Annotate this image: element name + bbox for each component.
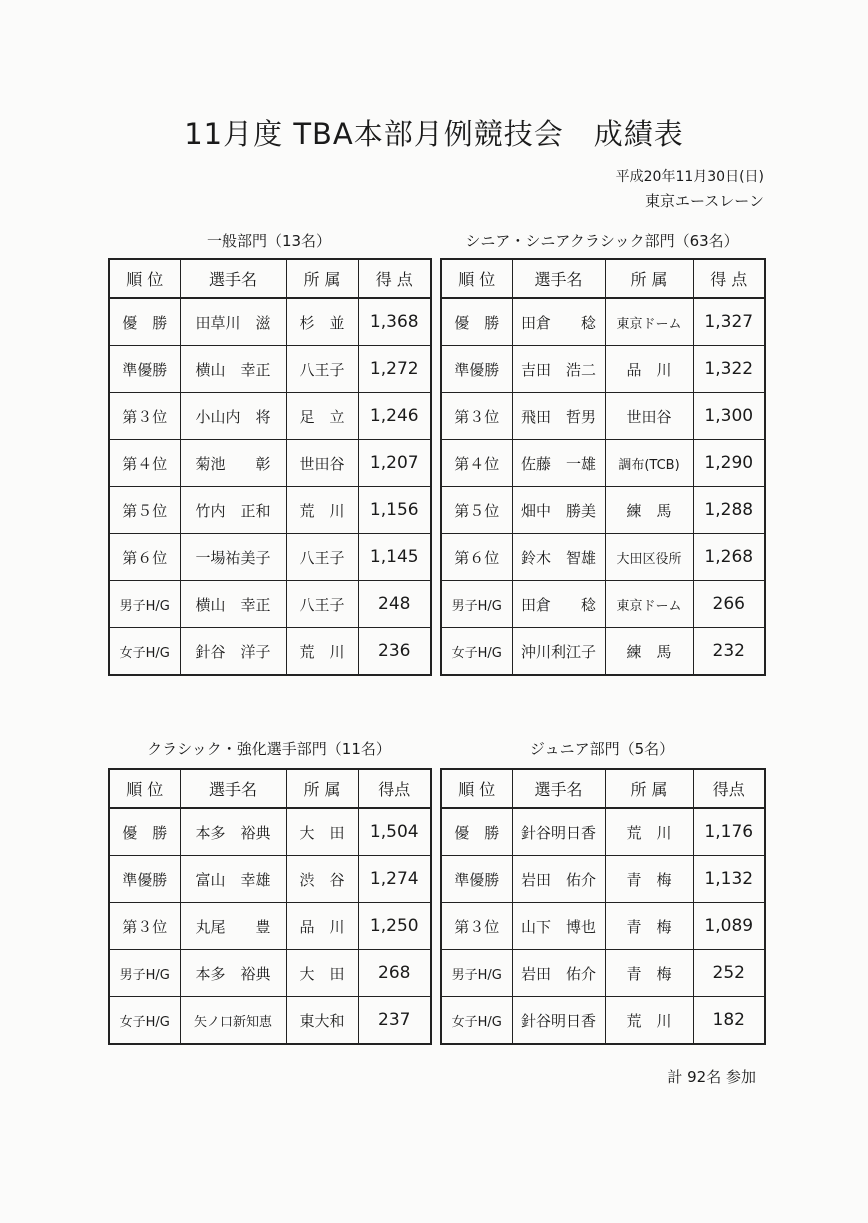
table-row — [441, 903, 765, 950]
table-row — [109, 346, 431, 393]
score-cell: 1,176 — [693, 808, 765, 856]
score-cell: 248 — [358, 581, 431, 628]
score-cell: 1,089 — [693, 903, 765, 950]
affiliation-cell: 練 馬 — [605, 487, 693, 534]
score-cell: 1,145 — [358, 534, 431, 581]
name-cell: 佐藤 一雄 — [512, 440, 605, 487]
rank-cell: 準優勝 — [109, 856, 180, 903]
results-table-classic — [108, 768, 432, 1045]
rank-cell: 男子H/G — [109, 581, 180, 628]
rank-cell: 第６位 — [109, 534, 180, 581]
score-cell: 1,268 — [693, 534, 765, 581]
table-header-row — [441, 259, 765, 298]
score-cell: 237 — [358, 997, 431, 1045]
table-row — [109, 950, 431, 997]
name-cell: 丸尾 豊 — [180, 903, 286, 950]
rank-cell: 女子H/G — [109, 628, 180, 676]
column-header-rank: 順 位 — [109, 769, 180, 808]
page-title: 11月度 TBA本部月例競技会 成績表 — [184, 117, 684, 151]
score-cell: 1,156 — [358, 487, 431, 534]
table-header-row — [109, 769, 431, 808]
table-row — [441, 298, 765, 346]
name-cell: 吉田 浩二 — [512, 346, 605, 393]
name-cell: 田倉 稔 — [512, 298, 605, 346]
table-row — [109, 440, 431, 487]
rank-cell: 第５位 — [109, 487, 180, 534]
name-cell: 横山 幸正 — [180, 346, 286, 393]
name-cell: 菊池 彰 — [180, 440, 286, 487]
rank-cell: 第３位 — [109, 393, 180, 440]
affiliation-cell: 世田谷 — [605, 393, 693, 440]
score-cell: 1,504 — [358, 808, 431, 856]
table-row — [109, 393, 431, 440]
column-header-name: 選手名 — [180, 769, 286, 808]
name-cell: 畑中 勝美 — [512, 487, 605, 534]
rank-cell: 第４位 — [109, 440, 180, 487]
score-cell: 252 — [693, 950, 765, 997]
name-cell: 針谷明日香 — [512, 808, 605, 856]
affiliation-cell: 東大和 — [286, 997, 358, 1045]
score-cell: 1,300 — [693, 393, 765, 440]
table-row — [441, 581, 765, 628]
affiliation-cell: 荒 川 — [286, 487, 358, 534]
table-row — [441, 440, 765, 487]
column-header-name: 選手名 — [180, 259, 286, 298]
table-header-row — [109, 259, 431, 298]
name-cell: 飛田 哲男 — [512, 393, 605, 440]
score-cell: 1,132 — [693, 856, 765, 903]
column-header-affiliation: 所 属 — [286, 259, 358, 298]
results-table-junior — [440, 768, 766, 1045]
column-header-name: 選手名 — [512, 259, 605, 298]
affiliation-cell: 足 立 — [286, 393, 358, 440]
affiliation-cell: 荒 川 — [605, 808, 693, 856]
section-title-junior: ジュニア部門（5名） — [529, 740, 675, 758]
table-row — [441, 856, 765, 903]
event-venue: 東京エースレーン — [645, 192, 764, 210]
results-table-senior — [440, 258, 766, 676]
rank-cell: 第６位 — [441, 534, 512, 581]
affiliation-cell: 青 梅 — [605, 950, 693, 997]
affiliation-cell: 大 田 — [286, 808, 358, 856]
table-row — [441, 808, 765, 856]
affiliation-cell: 八王子 — [286, 534, 358, 581]
name-cell: 山下 博也 — [512, 903, 605, 950]
affiliation-cell: 八王子 — [286, 581, 358, 628]
affiliation-cell: 練 馬 — [605, 628, 693, 676]
rank-cell: 優 勝 — [109, 808, 180, 856]
name-cell: 岩田 佑介 — [512, 950, 605, 997]
name-cell: 本多 裕典 — [180, 950, 286, 997]
table-row — [441, 487, 765, 534]
event-date: 平成20年11月30日(日) — [615, 169, 764, 185]
column-header-score: 得 点 — [358, 259, 431, 298]
affiliation-cell: 東京ドーム — [605, 298, 693, 346]
column-header-name: 選手名 — [512, 769, 605, 808]
column-header-affiliation: 所 属 — [605, 769, 693, 808]
rank-cell: 第４位 — [441, 440, 512, 487]
affiliation-cell: 渋 谷 — [286, 856, 358, 903]
table-row — [109, 628, 431, 676]
rank-cell: 第３位 — [109, 903, 180, 950]
score-cell: 266 — [693, 581, 765, 628]
name-cell: 沖川利江子 — [512, 628, 605, 676]
affiliation-cell: 調布(TCB) — [605, 440, 693, 487]
score-cell: 268 — [358, 950, 431, 997]
rank-cell: 第３位 — [441, 393, 512, 440]
score-cell: 1,322 — [693, 346, 765, 393]
score-cell: 1,250 — [358, 903, 431, 950]
rank-cell: 男子H/G — [441, 950, 512, 997]
rank-cell: 準優勝 — [441, 856, 512, 903]
table-row — [109, 487, 431, 534]
name-cell: 田倉 稔 — [512, 581, 605, 628]
table-row — [441, 346, 765, 393]
affiliation-cell: 大田区役所 — [605, 534, 693, 581]
rank-cell: 優 勝 — [441, 298, 512, 346]
section-title-classic: クラシック・強化選手部門（11名） — [147, 740, 391, 758]
table-row — [441, 628, 765, 676]
affiliation-cell: 世田谷 — [286, 440, 358, 487]
name-cell: 小山内 将 — [180, 393, 286, 440]
score-cell: 182 — [693, 997, 765, 1045]
table-row — [109, 534, 431, 581]
score-cell: 236 — [358, 628, 431, 676]
column-header-rank: 順 位 — [441, 259, 512, 298]
rank-cell: 第３位 — [441, 903, 512, 950]
total-participants: 計 92名 参加 — [667, 1068, 756, 1086]
rank-cell: 優 勝 — [109, 298, 180, 346]
results-table-general — [108, 258, 432, 676]
rank-cell: 女子H/G — [109, 997, 180, 1045]
affiliation-cell: 青 梅 — [605, 856, 693, 903]
rank-cell: 女子H/G — [441, 997, 512, 1045]
score-cell: 1,327 — [693, 298, 765, 346]
table-row — [441, 950, 765, 997]
name-cell: 本多 裕典 — [180, 808, 286, 856]
column-header-score: 得 点 — [693, 259, 765, 298]
column-header-score: 得点 — [693, 769, 765, 808]
rank-cell: 優 勝 — [441, 808, 512, 856]
name-cell: 一場祐美子 — [180, 534, 286, 581]
rank-cell: 男子H/G — [109, 950, 180, 997]
score-cell: 1,290 — [693, 440, 765, 487]
section-title-general: 一般部門（13名） — [206, 232, 332, 250]
rank-cell: 男子H/G — [441, 581, 512, 628]
affiliation-cell: 荒 川 — [605, 997, 693, 1045]
rank-cell: 第５位 — [441, 487, 512, 534]
table-row — [109, 298, 431, 346]
name-cell: 鈴木 智雄 — [512, 534, 605, 581]
affiliation-cell: 品 川 — [286, 903, 358, 950]
score-cell: 1,274 — [358, 856, 431, 903]
affiliation-cell: 品 川 — [605, 346, 693, 393]
table-row — [109, 997, 431, 1045]
table-row — [109, 903, 431, 950]
column-header-affiliation: 所 属 — [286, 769, 358, 808]
affiliation-cell: 八王子 — [286, 346, 358, 393]
table-row — [109, 808, 431, 856]
rank-cell: 準優勝 — [109, 346, 180, 393]
affiliation-cell: 東京ドーム — [605, 581, 693, 628]
score-cell: 1,246 — [358, 393, 431, 440]
score-cell: 232 — [693, 628, 765, 676]
name-cell: 針谷明日香 — [512, 997, 605, 1045]
column-header-rank: 順 位 — [109, 259, 180, 298]
name-cell: 針谷 洋子 — [180, 628, 286, 676]
rank-cell: 女子H/G — [441, 628, 512, 676]
score-cell: 1,288 — [693, 487, 765, 534]
column-header-affiliation: 所 属 — [605, 259, 693, 298]
rank-cell: 準優勝 — [441, 346, 512, 393]
table-row — [109, 856, 431, 903]
column-header-rank: 順 位 — [441, 769, 512, 808]
table-row — [441, 997, 765, 1045]
affiliation-cell: 荒 川 — [286, 628, 358, 676]
affiliation-cell: 杉 並 — [286, 298, 358, 346]
name-cell: 矢ノ口新知恵 — [180, 997, 286, 1045]
section-title-senior: シニア・シニアクラシック部門（63名） — [465, 232, 739, 250]
name-cell: 岩田 佑介 — [512, 856, 605, 903]
table-row — [109, 581, 431, 628]
score-cell: 1,272 — [358, 346, 431, 393]
name-cell: 富山 幸雄 — [180, 856, 286, 903]
table-header-row — [441, 769, 765, 808]
table-row — [441, 393, 765, 440]
affiliation-cell: 大 田 — [286, 950, 358, 997]
column-header-score: 得点 — [358, 769, 431, 808]
table-row — [441, 534, 765, 581]
affiliation-cell: 青 梅 — [605, 903, 693, 950]
name-cell: 田草川 滋 — [180, 298, 286, 346]
name-cell: 竹内 正和 — [180, 487, 286, 534]
score-cell: 1,368 — [358, 298, 431, 346]
score-cell: 1,207 — [358, 440, 431, 487]
name-cell: 横山 幸正 — [180, 581, 286, 628]
